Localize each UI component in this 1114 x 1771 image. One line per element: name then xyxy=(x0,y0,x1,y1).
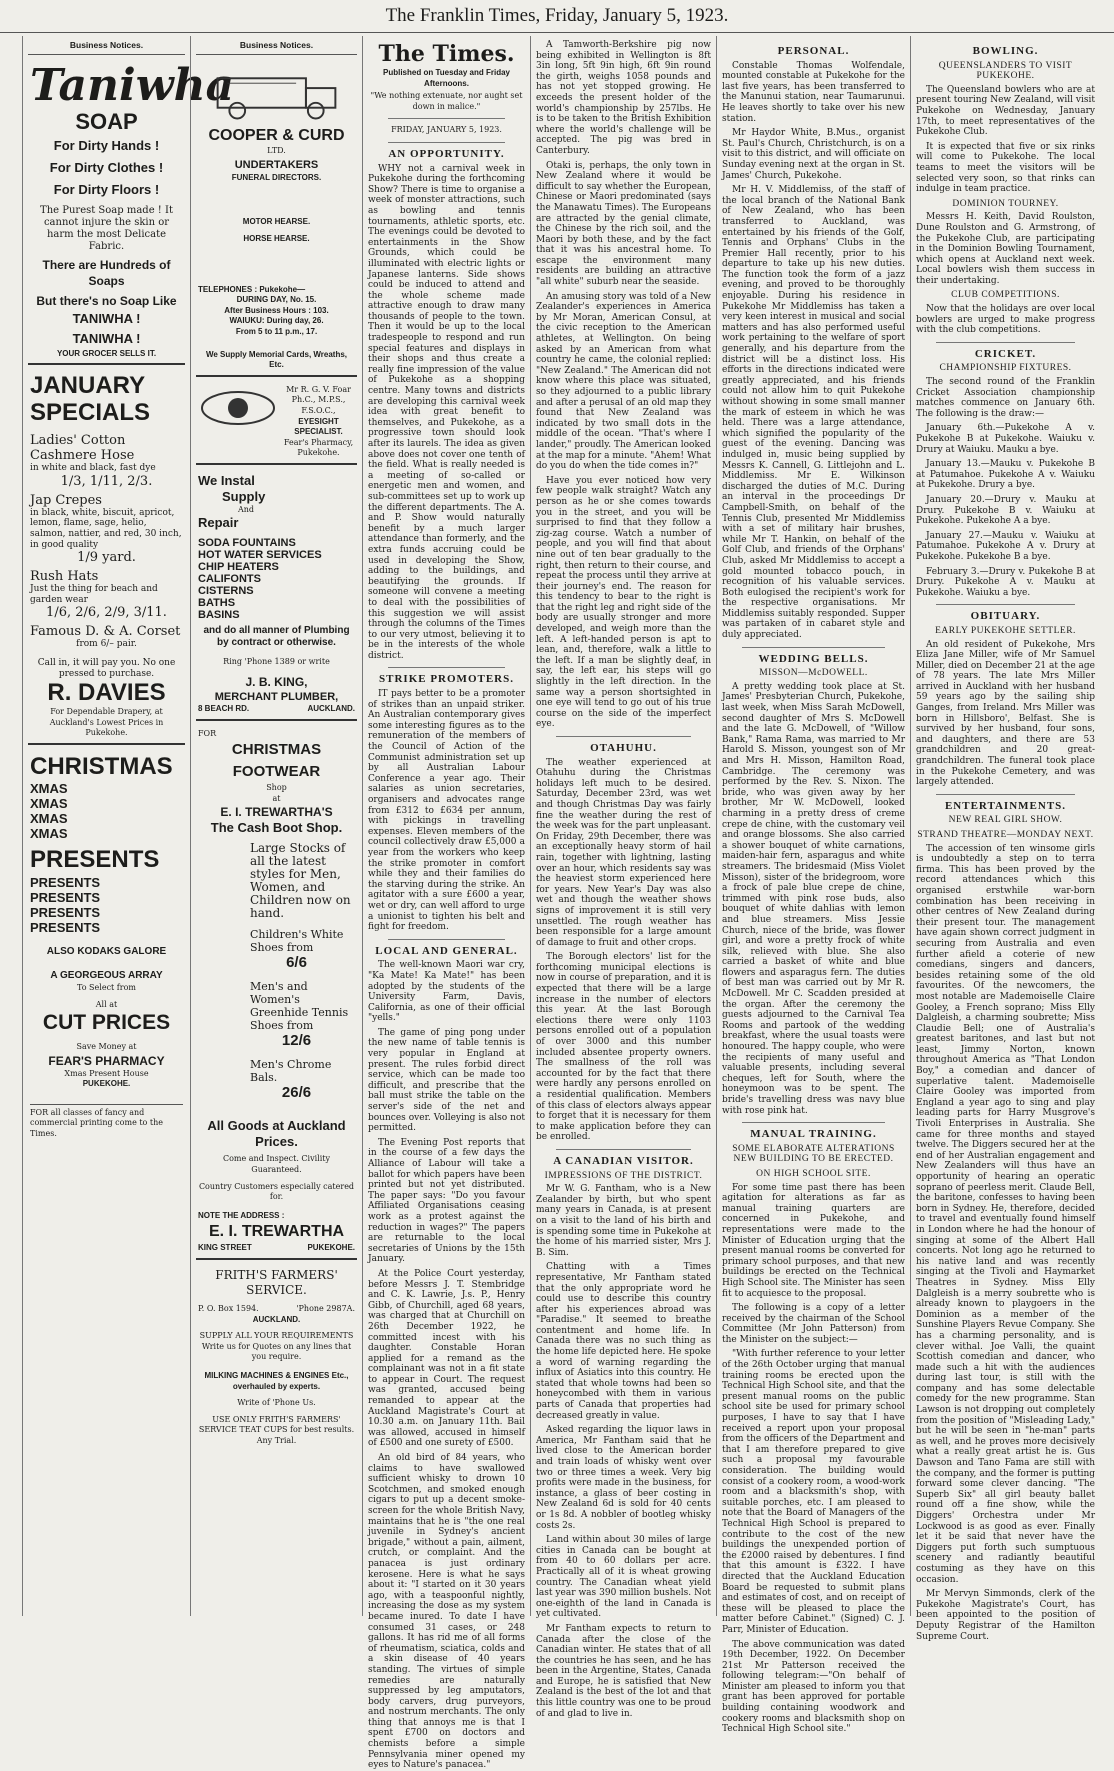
hose-title: Ladies' Cotton Cashmere Hose xyxy=(30,433,135,464)
walk-straight-story: Have you ever noticed how very few people walk straight? Watch any person as he or she comes towards you in the street, and you will be surprised to find that they follow a zig-zag course. Watch a number of people, and you will find that about nine out of ten bear gradually to the right, then return to their course, and repeat the process until they arrive at their journey's end. The reason for this tendency to bear to the right is that the right leg and right side of the body are usually stronger and more developed, and weigh more than the left. A left-handed person is apt to lean, and, therefore, walk a little to the left. If a man be slightly deaf, in say, the left ear, his steps will go slightly in the left direction. In the same way a person shortsighted in one eye will tend to go out of his true course on the side of the imperfect eye. xyxy=(536,475,711,730)
teat-cups: USE ONLY FRITH'S FARMERS' SERVICE TEAT CUPS for best results. Any Trial. xyxy=(198,1414,355,1445)
after-hours: After Business Hours : 103. xyxy=(224,305,329,315)
local-3: The Evening Post reports that in the course of a few days the Alliance of Labour will take a ballot for which papers have been printed but not yet distributed. The paper says: "Do you favour Affiliated Organisations ceasing work as a protest against the reduction in wages?" The papers are returnable to the local secretaries of Unions by the 15th January. xyxy=(368,1137,525,1265)
dominion-tourney-heading: DOMINION TOURNEY. xyxy=(952,198,1059,209)
and-word: And xyxy=(238,504,255,514)
no-soap-like: But there's no Soap Like xyxy=(36,293,177,308)
fitting-7: BASINS xyxy=(198,609,240,622)
xmas-1: XMAS xyxy=(30,780,68,796)
soap-word: SOAP xyxy=(75,108,138,134)
canadian-1: Mr W. G. Fantham, who is a New Zealander by birth, but who spent many years in Canada, is at present on a visit to the land of his birth and is spending some time in Pukekohe at the home of his married sister, Mrs J. B. Sim. xyxy=(536,1184,711,1258)
bowling-3: Messrs H. Keith, David Roulston, Dune Roulston and G. Armstrong, of the Pukekohe Club, are participating in the Dominion Bowling Tournament, which opens at Auckland next week. Local bowlers wish them success in their undertaking. xyxy=(916,212,1095,286)
country-customers: Country Customers especially catered for. xyxy=(198,1181,355,1202)
canadian-3: Asked regarding the liquor laws in America, Mr Fantham said that he lived close to the American border and train loads of whisky went over two or three times a week. Very big profits were made in the business, for instance, a glass of beer costing in New Zealand 6d is sold for 40 cents or 1s 8d. A nobbler of bootleg whisky costs 2s. xyxy=(536,1425,711,1531)
obituary-body: An old resident of Pukekohe, Mrs Eliza Jane Miller, wife of Mr Samuel Miller, died on December 21 at the age of 78 years. The late Mrs Miller arrived in Auckland with her husband 59 years ago by the sailing ship Ganges, from Ireland. Mrs Miller was born in Hillsboro', Belfast. She is survived by her husband, four sons, and daughters, and there are 53 grandchildren and 20 great-grandchildren. The funeral took place in the Pukekohe Cemetery, and was largely attended. xyxy=(916,639,1095,788)
cash-boot-shop: The Cash Boot Shop. xyxy=(210,820,343,836)
beach-road: 8 BEACH RD. xyxy=(198,704,250,714)
local-5: An old bird of 84 years, who claims to have swallowed sufficient whisky to drown 10 Scotchmen, and smoked enough cigars to put up a decent smoke-screen for the whole British Navy, maintains that he is "the one real juvenile in Sydney's ancient brigade," without a pain, ailment, crutch, or complaint. And the panacea is just ordinary kerosene. Here is what he says about it: "I started on it 30 years ago, with a teaspoonful nightly, increasing the dose as my system became inured. To date I have consumed 31 cases, or 248 gallons. It has rid me of all forms of rheumatism, sciatica, colds and a skin disease of 40 years standing. The virtues of simple remedies are naturally suppressed by leg amputators, body carvers, drug purveyors, and nostrum merchants. The only thing that annoys me is that I spent £700 on doctors and chemists before a simple Pennsylvania miner opened my eyes to Nature's panacea." xyxy=(368,1453,525,1771)
undertakers: UNDERTAKERS xyxy=(234,158,319,171)
cricket-heading: CRICKET. xyxy=(974,347,1037,360)
grocer-sells: YOUR GROCER SELLS IT. xyxy=(56,348,157,358)
bowling-1: The Queensland bowlers who are at present touring New Zealand, will visit Pukekohe on Wednesday, January 17th, to meet representatives of the Pukekohe Club. xyxy=(916,84,1095,138)
corset-note: from 6/– pair. xyxy=(76,639,137,650)
personal-heading: PERSONAL. xyxy=(777,45,850,57)
column-3 xyxy=(362,36,530,1771)
business-notices-label: Business Notices. xyxy=(28,40,185,55)
strike-heading: STRIKE PROMOTERS. xyxy=(379,673,514,686)
column-2 xyxy=(190,36,362,1616)
crepes-note: in black, white, biscuit, apricot, lemon, flame, sage, helio, salmon, nattier, and red, 30 inch, in good quality xyxy=(30,507,182,550)
manual-4: The above communication was dated 19th December, 1922. On December 21st Mr Patterson received the following telegram:—"On behalf of Minister am pleased to inform you that grant has been approved for portable building containing woodwork and cookery rooms and blacksmith shop on Technical High School site." xyxy=(722,1639,905,1735)
opportunity-heading: AN OPPORTUNITY. xyxy=(388,147,505,160)
bowling-subheading: QUEENSLANDERS TO VISIT PUKEKOHE. xyxy=(938,60,1073,82)
at-word: at xyxy=(272,793,281,803)
times-date: FRIDAY, JANUARY 5, 1923. xyxy=(391,125,502,135)
canadian-2: Chatting with a Times representative, Mr Fantham stated that the only appropriate word he could use to describe this country after his experiences abroad was "Paradise." It seemed to breathe contentment and home life. In Canada there was no such thing as the home life depicted here. He spoke a word of warning regarding the influx of Asiatics into this country. He stated that whole towns had been so honeycombed with them in various parts of Canada that properties had decreased greatly in value. xyxy=(536,1262,711,1421)
fitting-6: BATHS xyxy=(198,597,236,610)
auckland-label: AUCKLAND. xyxy=(307,704,355,714)
times-motto: "We nothing extenuate, nor aught set down in malice." xyxy=(370,91,523,111)
manual-training-heading: MANUAL TRAINING. xyxy=(750,1128,877,1141)
cooper-ltd: LTD. xyxy=(267,146,286,156)
hose-note: in white and black, fast dye xyxy=(30,463,156,474)
local-general-heading: LOCAL AND GENERAL. xyxy=(375,944,518,957)
fitting-3: CHIP HEATERS xyxy=(198,561,279,574)
fitting-4: CALIFONTS xyxy=(198,573,261,586)
manual-2: The following is a copy of a letter received by the chairman of the School Committee (Mr John Patterson) from the Minister on the subject:— xyxy=(722,1303,905,1345)
foar-name: Mr R. G. V. Foar Ph.C., M.P.S., F.S.O.C., xyxy=(286,384,351,415)
pukekohe-label: PUKEKOHE. xyxy=(82,1079,131,1089)
crepes-title: Jap Crepes xyxy=(30,492,102,508)
pukekohe-label-2: PUKEKOHE. xyxy=(307,1243,355,1253)
motor-hearse: MOTOR HEARSE. xyxy=(242,217,311,227)
times-title: The Times. xyxy=(378,41,515,67)
obituary-subheading: EARLY PUKEKOHE SETTLER. xyxy=(935,625,1076,636)
for-label: FOR xyxy=(198,728,217,738)
all-at: All at xyxy=(95,999,118,1009)
manual-training-subheading-2: ON HIGH SCHOOL SITE. xyxy=(756,1168,871,1179)
cricket-jan-13: January 13.—Mauku v. Pukekohe B at Patumahoe. Pukekohe A v. Waiuku at Pukekohe. Drury a bye. xyxy=(916,459,1095,491)
column-4 xyxy=(530,36,716,1719)
friths-auckland: AUCKLAND. xyxy=(252,1314,301,1324)
business-notices-label-2: Business Notices. xyxy=(196,40,357,55)
entertainments-subheading-2: STRAND THEATRE—MONDAY NEXT. xyxy=(917,830,1094,840)
manual-1: For some time past there has been agitation for alterations as far as manual training quarters are concerned in Pukekohe, and representations were made to the Minister of Education urging that the present manual rooms be converted for primary school purposes, and that new buildings be erected on the Technical High School site. The Minister has seen fit to acquiesce to the proposal. xyxy=(722,1182,905,1299)
plumber-ad xyxy=(196,469,357,721)
children-white-shoes: Children's White Shoes from xyxy=(250,928,344,955)
save-money: Save Money at xyxy=(76,1042,137,1052)
bowling-2: It is expected that five or six rinks will come to Pukekohe. The local teams to meet the visitors will be selected very soon, so that rinks can indulge in team practice. xyxy=(916,141,1095,195)
taniwha-soap-ad xyxy=(28,59,235,366)
during-day: DURING DAY, No. 15. xyxy=(236,295,317,305)
entertainments-body: The accession of ten winsome girls is undoubtedly a step on to terra firma. This has been proved by the record attendances which this organised erstwhile war-born combination has been receiving in other centres of New Zealand during their present tour. The management have again shown correct judgment in securing from Australia and even further afield a coterie of new comedians, singers and dancers, besides retaining some of the old favourites. Of the newcomers, the most notable are Mademoiselle Claire Gooley, a French soprano; Miss Elly Dalgleish, a charming soubrette; Miss Claudie Bell; one of Australia's greatest baritones, and last but not least, Jimmy Norton, known throughout America as "That London Boy," a comedian and dancer of superlative talent. Mademoiselle Claire Gooley was imported from England a year ago to sing and play leading parts for Harry Musgrove's Tivoli Enterprises in Australia. She came for three months and stayed twelve. The Diggers secured her at the end of her Australian engagement and New Zealanders will thus have an opportunity of hearing an operatic soprano of peerless merit. Claude Bell, the baritone, confesses to having been born in Sydney. He, therefore, decided to travel and eventually found himself in London where he had the honour of singing at some of the Albert Hall concerts. Not long ago he returned to his native land and was recently singing at the Tivoli and Haymarket Theatres in Sydney. Miss Elly Dalgleish is a merry soubrette who is already known to playgoers in the Dominion as a member of the Sunshine Players Revue Company. She has a charming personality, and is clever withal. Joe Valli, the quaint Scottish comedian and dancer, who made such a hit with the audiences during last tour, is still with the company and has some delectable comedy for the new programme. Stan Lawson is not dropping out completely from the position of "Misleading Lady," but he will be seen in "he-man" parts as well, and he proves more decisively what a really great artist he is. Gus Dawson and Tano Fama are still with the company, and the former is putting forward some clever dancing. "The Superb Six" all girl beauty ballet round off a fine show, while the Diggers' Orchestra under Mr Lockwood is as good as ever. Finally let it be said that never have the Diggers put forth such sumptuous scenery and radiantly beautiful costuming as they have on this occasion. xyxy=(916,843,1095,1585)
presents-2: PRESENTS xyxy=(30,889,101,905)
milking-machines: MILKING MACHINES & ENGINES Etc., overhauled by experts. xyxy=(204,1370,349,1391)
hats-price: 1/6, 2/6, 2/9, 3/11. xyxy=(46,605,167,621)
christmas-heading: CHRISTMAS xyxy=(30,752,173,780)
evening-phone: From 5 to 11 p.m., 17. xyxy=(235,326,318,336)
funeral-directors: FUNERAL DIRECTORS. xyxy=(231,172,322,182)
corset-title: Famous D. & A. Corset xyxy=(30,624,181,640)
january-specials-ad xyxy=(28,369,185,745)
eyesight-specialist: EYESIGHT SPECIALIST. xyxy=(294,416,343,437)
otahuhu-weather: The weather experienced at Otahuhu during the Christmas holidays left much to be desired. Saturday, December 23rd, was wet and though Christmas Day was fairly fine the weather during the rest of the week was for the part unpleasant. On Friday, 29th December, there was an exceptionally heavy storm of hail rain, together with lightning, lasting over an hour, which residents say was the heaviest storm experienced here for years. New Year's Day was also wet and though the weather shows signs of improvement it is still very unsettled. The rough weather has been responsible for a large amount of damage to fruit and other crops. xyxy=(536,757,711,948)
strike-body: IT pays better to be a promoter of strikes than an unpaid striker. An Australian contemporary gives some interesting figures as to the remuneration of the members of the Council of Action of the Communist administration set up by all Australian Labour Conference a year ago. Their salaries as union secretaries, organisers and advocates range from £312 to £634 per annum, with pickings in travelling expenses. Eleven members of the council collectively draw £5,000 a year from the workers who keep the strike promoter in comfort while they and their families do the starving during the strike. An agitator with a sure £600 a year, wet or dry, can well afford to urge a unionist to tighten his belt and fight for freedom. xyxy=(368,689,525,933)
personal-3: Mr H. V. Middlemiss, of the staff of the local branch of the National Bank of New Zealand, who has been transferred to Auckland, was entertained by his friends of the Golf, Tennis and Orphans' Clubs in the Premier Hall recently, prior to his departure to take up his new duties. The function took the form of a jazz evening, and proved to be thoroughly enjoyable. During his residence in Pukekohe Mr Middlemiss has taken a very keen interest in musical and social matters and has also performed useful work pertaining to the welfare of sport generally, and his departure from the district will be a distinct loss. His efforts in the directions indicated were greatly appreciated, and his friends could not allow him to quit Pukekohe without showing in some small manner the mark of esteem in which he was held. There was a large attendance, which signified the popularity of the guest of the evening. Dancing was indulged in, music being supplied by Messrs K. Cannell, G. Littlejohn and L. Middlemiss. Mr E. Wilkinson discharged the duties of M.C. During an interval in the proceedings Dr Campbell-Smith, on behalf of the Tennis Club, presented Mr Middlemiss with a set of military hair brushes, while Mr T. Hankin, on behalf of the Golf Club, and friends of the Orphans' Club, asked Mr Middlemiss to accept a gold mounted tobacco pouch, in recognition of his valuable services. Both eulogised the recipient's work for the respective organisations. Mr Middlemiss suitably responded. Supper was partaken of in cabaret style and duly appreciated. xyxy=(722,185,905,641)
cooper-curd-ad xyxy=(196,59,357,377)
king-street: KING STREET xyxy=(198,1243,252,1253)
footwear-ad xyxy=(196,725,357,1260)
hats-title: Rush Hats xyxy=(30,569,99,585)
local-1: The well-known Maori war cry, "Ka Mate! Ka Mate!" has been adopted by the students of the University Farm, Davis, California, as one of their official "yells." xyxy=(368,960,525,1024)
repair-word: Repair xyxy=(198,515,239,531)
masthead: The Franklin Times, Friday, January 5, 1923. xyxy=(0,0,1114,33)
personal-2: Mr Haydor White, B.Mus., organist St. Paul's Church, Christchurch, is on a visit to this district, and will officiate on Sunday evening next at the organ in St. James' Church, Pukekohe. xyxy=(722,128,905,181)
kodaks: ALSO KODAKS GALORE xyxy=(46,945,167,957)
club-competitions-heading: CLUB COMPETITIONS. xyxy=(951,290,1060,301)
wedding-subheading: MISSON—McDOWELL. xyxy=(759,668,868,679)
to-select: To Select from xyxy=(76,982,136,992)
waiuku-phone: WAIUKU: During day, 26. xyxy=(229,316,324,326)
presents-heading: PRESENTS xyxy=(30,845,160,873)
canadian-4: Land within about 30 miles of large cities in Canada can be bought at from 40 to 60 dollars per acre. Practically all of it is wheat growing country. The Canadian wheat yield last year was 390 million bushels. Not one-eighth of the land in Canada is yet cultivated. xyxy=(536,1535,711,1620)
obituary-heading: OBITUARY. xyxy=(970,610,1041,623)
cricket-subheading: CHAMPIONSHIP FIXTURES. xyxy=(939,363,1072,374)
xmas-3: XMAS xyxy=(30,810,68,826)
fears-pharmacy-2: Fear's Pharmacy, Pukekohe. xyxy=(283,437,354,458)
eyesight-ad xyxy=(196,381,357,465)
local-2: The game of ping pong under the new name of table tennis is very popular in England at present. The rules forbid direct service, which can be made too difficult, and prescribe that the ball must strike the table on the server's side of the net and bounces over. Volleying is also not permitted. xyxy=(368,1027,525,1134)
canadian-visitor-heading: A CANADIAN VISITOR. xyxy=(553,1154,694,1167)
purest-soap: The Purest Soap made ! It cannot injure the skin or harm the most Delicate Fabric. xyxy=(40,204,173,252)
cooper-curd-name: COOPER & CURD xyxy=(208,127,345,145)
taniwha-shout-2: TANIWHA ! xyxy=(72,330,141,346)
cricket-intro: The second round of the Franklin Cricket Association championship matches commence on January 6th. The following is the draw:— xyxy=(916,377,1095,419)
xmas-2: XMAS xyxy=(30,795,68,811)
fitting-1: SODA FOUNTAINS xyxy=(198,537,296,550)
manual-training-subheading: SOME ELABORATE ALTERATIONS NEW BUILDING TO BE ERECTED. xyxy=(732,1143,895,1165)
cricket-jan-27: January 27.—Mauku v. Waiuku at Patumahoe. Pukekohe A v. Drury at Pukekohe. Pukekohe B a bye. xyxy=(916,530,1095,562)
friths-ad xyxy=(196,1264,357,1451)
cricket-jan-6: January 6th.—Pukekohe A v. Pukekohe B at Pukekohe. Waiuku v. Drury at Waiuku. Mauku a bye. xyxy=(916,423,1095,455)
hearse-car-icon xyxy=(198,63,355,123)
presents-3: PRESENTS xyxy=(30,904,101,920)
xmas-4: XMAS xyxy=(30,825,68,841)
bowling-4: Now that the holidays are over local bowlers are urged to make progress with the club competitions. xyxy=(916,304,1095,336)
crepes-price: 1/9 yard. xyxy=(77,550,136,566)
printing-footer: FOR all classes of fancy and commercial printing come to the Times. xyxy=(30,1104,183,1140)
note-address: NOTE THE ADDRESS : xyxy=(198,1210,285,1220)
shop-word: Shop xyxy=(266,783,287,793)
entertainments-heading: ENTERTAINMENTS. xyxy=(944,799,1067,812)
tennis-shoes: Men's and Women's Greenhide Tennis Shoes from xyxy=(250,980,349,1033)
gorgeous-array: A GEORGEOUS ARRAY xyxy=(50,969,163,981)
hose-price: 1/3, 1/11, 2/3. xyxy=(60,473,153,489)
all-goods-auckland: All Goods at Auckland Prices. xyxy=(207,1118,346,1150)
trewartha-name: E. I. TREWARTHA'S xyxy=(220,805,333,820)
taniwha-brand: Taniwha xyxy=(30,59,235,111)
tennis-shoes-price: 12/6 xyxy=(281,1032,312,1050)
horse-hearse: HORSE HEARSE. xyxy=(243,233,310,243)
merchant-plumber: MERCHANT PLUMBER, xyxy=(214,691,339,704)
fitting-5: CISTERNS xyxy=(198,585,254,598)
cut-prices: CUT PRICES xyxy=(42,1011,171,1035)
fears-pharmacy: FEAR'S PHARMACY xyxy=(48,1053,165,1068)
supply-requirements: SUPPLY ALL YOUR REQUIREMENTS Write us for Quotes on any lines that you require. xyxy=(199,1331,354,1362)
plumbing-contract: and do all manner of Plumbing by contract or otherwise. xyxy=(203,625,350,649)
xmas-present-house: Xmas Present House xyxy=(64,1068,149,1078)
come-inspect: Come and Inspect. Civility Guaranteed. xyxy=(222,1154,331,1175)
hats-note: Just the thing for beach and garden wear xyxy=(30,584,158,605)
column-6 xyxy=(910,36,1100,1642)
specials-heading: SPECIALS xyxy=(30,399,151,427)
memorial-cards: We Supply Memorial Cards, Wreaths, Etc. xyxy=(205,349,348,370)
canadian-visitor-subheading: IMPRESSIONS OF THE DISTRICT. xyxy=(544,1170,703,1181)
call-in: Call in, it will pay you. No one pressed to purchase. xyxy=(37,657,176,679)
write-phone: Write of 'Phone Us. xyxy=(237,1398,316,1408)
davies-name: R. DAVIES xyxy=(47,679,166,707)
dirty-clothes: For Dirty Clothes ! xyxy=(49,159,164,175)
hundreds-of-soaps: There are Hundreds of Soaps xyxy=(42,257,171,288)
presents-1: PRESENTS xyxy=(30,874,101,890)
otahuhu-electors: The Borough electors' list for the forthcoming municipal elections is now in course of preparation, and it is expected that there will be a large increase in the number of electors this year. At the last Borough elections there were only 1103 persons enrolled out of a population of over 3000 and this number included absentee property owners. The smallness of the roll was accounted for by the fact that there were hardly any persons enrolled on a residential qualification. Members of this class of electors always appear to forget that it is necessary for them to make application before they can be enrolled. xyxy=(536,952,711,1143)
christmas-ad xyxy=(28,749,185,1144)
dirty-floors: For Dirty Floors ! xyxy=(53,181,160,197)
large-stocks: Large Stocks of all the latest styles for Men, Women, and Children now on hand. xyxy=(250,841,351,921)
supply-word: Supply xyxy=(222,488,266,504)
cricket-jan-20: January 20.—Drury v. Mauku at Drury. Pukekohe B v. Waiuku at Pukekohe. Pukekohe A a bye. xyxy=(916,494,1095,527)
dirty-hands: For Dirty Hands ! xyxy=(53,137,160,153)
otahuhu-heading: OTAHUHU. xyxy=(590,742,657,754)
taniwha-shout-1: TANIWHA ! xyxy=(72,310,141,326)
wedding-heading: WEDDING BELLS. xyxy=(758,652,869,665)
friths-service: FRITH'S FARMERS' SERVICE. xyxy=(215,1268,338,1297)
published-note: Published on Tuesday and Friday Afternoons. xyxy=(383,68,510,88)
manual-3: "With further reference to your letter of the 26th October urging that manual training rooms be erected upon the Technical High School site, and that the present manual rooms on the public school site be used for primary school purposes, I have to say that I have received a report upon your proposal from the officers of the Department and that I am therefore prepared to give such a proposal my favourable consideration. The building would consist of a cookery room, a wood-work room and a blacksmith's shop, with suitable porches, etc. I am pleased to note that the Board of Managers of the Technical High School is prepared to contribute to the cost of the new buildings the unexpended portion of the £2000 raised by debentures. I find that this amount is £322. I have directed that the Auckland Education Board be requested to submit plans and estimates of cost, and on receipt of these will be pleased to place the matter before Cabinet." (Signed) C. J. Parr, Minister of Education. xyxy=(722,1349,905,1635)
trewartha-name-2: E. I. TREWARTHA xyxy=(208,1223,345,1241)
chrome-bals: Men's Chrome Bals. xyxy=(250,1058,332,1085)
presents-4: PRESENTS xyxy=(30,919,101,935)
bowling-heading: BOWLING. xyxy=(972,45,1039,57)
column-5 xyxy=(716,36,910,1735)
eye-icon xyxy=(198,385,278,431)
ring-phone: Ring 'Phone 1389 or write xyxy=(223,657,330,667)
chrome-bals-price: 26/6 xyxy=(281,1084,312,1102)
telephones: TELEPHONES : Pukekohe— xyxy=(198,284,306,294)
white-shoes-price: 6/6 xyxy=(286,954,307,972)
january-heading: JANUARY xyxy=(30,372,146,400)
personal-1: Constable Thomas Wolfendale, mounted constable at Pukekohe for the last five years, has been transferred to the Manunui station, near Taumarunui. He leaves shortly to take over his new station. xyxy=(722,60,905,124)
fitting-2: HOT WATER SERVICES xyxy=(198,549,322,562)
opportunity-body: WHY not a carnival week in Pukekohe during the forthcoming Show? There is time to organise a week of monster attractions, such as bowling and tennis tournaments, athletic sports, etc. The evenings could be devoted to entertainments in the Show Grounds, which could be illuminated with electric lights or Japanese lanterns. Side shows could be induced to attend and the whole scheme made attractive enough to draw many thousands of people to the town. Then it would be up to the local tradespeople to respond and run special features and displays in their shops and thus create a really fine impression of the value of Pukekohe as a shopping centre. Many towns and districts are developing this carnival week idea with great benefit to themselves, and Pukekohe, as a progressive town should look after its laurels. The idea as given above does not cover one tenth of the field. What is really needed is a meeting of so-called or energetic men and women, and sub-committees set up to work up the different departments. The A. and P. Show would naturally benefit by a much larger attendance than formerly, and the extra funds accruing could be used in developing the Show, adding to the buildings, and beautifying the grounds. If someone will convene a meeting to deal with the possibilities of this suggestion we will assist through the columns of the Times to our very utmost, believing it to be in the interests of the whole district. xyxy=(368,163,525,661)
we-instal: We Instal xyxy=(198,472,255,488)
pig-story: A Tamworth-Berkshire pig now being exhibited in Wellington is 8ft 3in long, 5ft 9in high, 6ft 9in round the girth, weighs 1058 pounds and has not yet stopped growing. He exceeds the present holder of the world's championship by 257lbs. He is to be taken to the British Exhibition where the world's challenge will be accepted. The pig was bred in Canterbury. xyxy=(536,40,711,156)
simmonds-note: Mr Mervyn Simmonds, clerk of the Pukekohe Magistrate's Court, has been appointed to the position of Deputy Registrar of the Hamilton Supreme Court. xyxy=(916,1589,1095,1642)
po-box: P. O. Box 1594. xyxy=(198,1304,259,1313)
otaki-story: Otaki is, perhaps, the only town in New Zealand where it would be difficult to say whether the European, Chinese or Maori predominated (says the Manawatu Times). The Europeans are attracted by the genial climate, the Chinese by the rich soil, and the Maori by both these, and by the fact that it was his ancestral home. To escape the environment many residents are building an attractive "all white" suburb near the seaside. xyxy=(536,160,711,288)
cricket-feb-3: February 3.—Drury v. Pukekohe B at Drury. Pukekohe A v. Mauku at Pukekohe. Waiuku a bye. xyxy=(916,566,1095,598)
king-name: J. B. KING, xyxy=(245,675,308,690)
davies-sub: For Dependable Drapery, at Auckland's Lowest Prices in Pukekohe. xyxy=(49,707,164,738)
christmas-footwear: CHRISTMAS FOOTWEAR xyxy=(231,741,322,781)
local-4: At the Police Court yesterday, before Messrs J. T. Stembridge and C. K. Lawrie, J.s. P., Henry Gibb, of Churchill, aged 68 years, was charged that at Churchill on 26th December 1922, he committed incest with his daughter. Constable Horan applied for a remand as the complainant was not in a fit state to appear in Court. The request was granted, accused being remanded to appear at the Auckland Magistrate's Court at 10.30 a.m. on January 11th. Bail was allowed, accused in himself of £500 and one surety of £500. xyxy=(368,1268,525,1449)
wedding-body: A pretty wedding took place at St. James' Presbyterian Church, Pukekohe, last week, when Miss Sarah McDowell, second daughter of Mrs S. McDowell and the late G. McDowell, of "Willow Bank," Rama Rama, was married to Mr Harold S. Misson, youngest son of Mr and Mrs H. Misson, Hamilton Road, Cambridge. The ceremony was performed by the Rev. S. Nixon. The bride, who was given away by her brother, Mr W. McDowell, looked charming in a pretty dress of creme crepe de chine, with the customary veil and orange blossoms. She also carried a shower bouquet of white carnations, maiden-hair fern, asparagus and white streamers. The bridesmaid (Miss Violet Misson), sister of the bridegroom, wore a frock of pale blue crepe de chine, trimmed with pink rose buds, also bouquet of white dahlias with lemon and blue streamers. Miss Jessie Church, niece of the bride, was flower girl, and wore a pretty frock of white silk, relieved with blue. She also carried a basket of white and blue flowers and asparagus fern. The duties of best man was carried out by Mr R. McDowell. Mr C. Scadden presided at the organ. After the ceremony the guests adjourned to the Carnival Tea Rooms and partook of the wedding breakfast, where the usual toasts were honoured. The happy couple, who were the recipients of many useful and valuable presents, including several cheques, left for South, where the honeymoon was to be spent. The bride's travelling dress was navy blue with rose pink hat. xyxy=(722,681,905,1116)
amusing-story: An amusing story was told of a New Zealander's experiences in America by Mr Moran, American Consul, at the civic reception to the American athletes, at Wellington. On being asked by an American from what country he came, the colonial replied: "New Zealand." The American did not know where this place was situated, so they adjourned to a public library and after a perusal of an old map they found that New Zealand was indicated by two small dots in the middle of the ocean. "That's where I lander," proudly. The American looked at the map for a minute. "Ahem! What do you do when the tide comes in?" xyxy=(536,291,711,472)
phone-number: 'Phone 2987A. xyxy=(296,1304,355,1313)
entertainments-subheading: NEW REAL GIRL SHOW. xyxy=(948,815,1063,826)
canadian-5: Mr Fantham expects to return to Canada after the close of the Canadian winter. He states that of all the countries he has seen, and he has been in the Argentine, States, Canada and Europe, he is satisfied that New Zealand is the best of the lot and that this little country was one to be proud of and glad to live in. xyxy=(536,1623,711,1719)
